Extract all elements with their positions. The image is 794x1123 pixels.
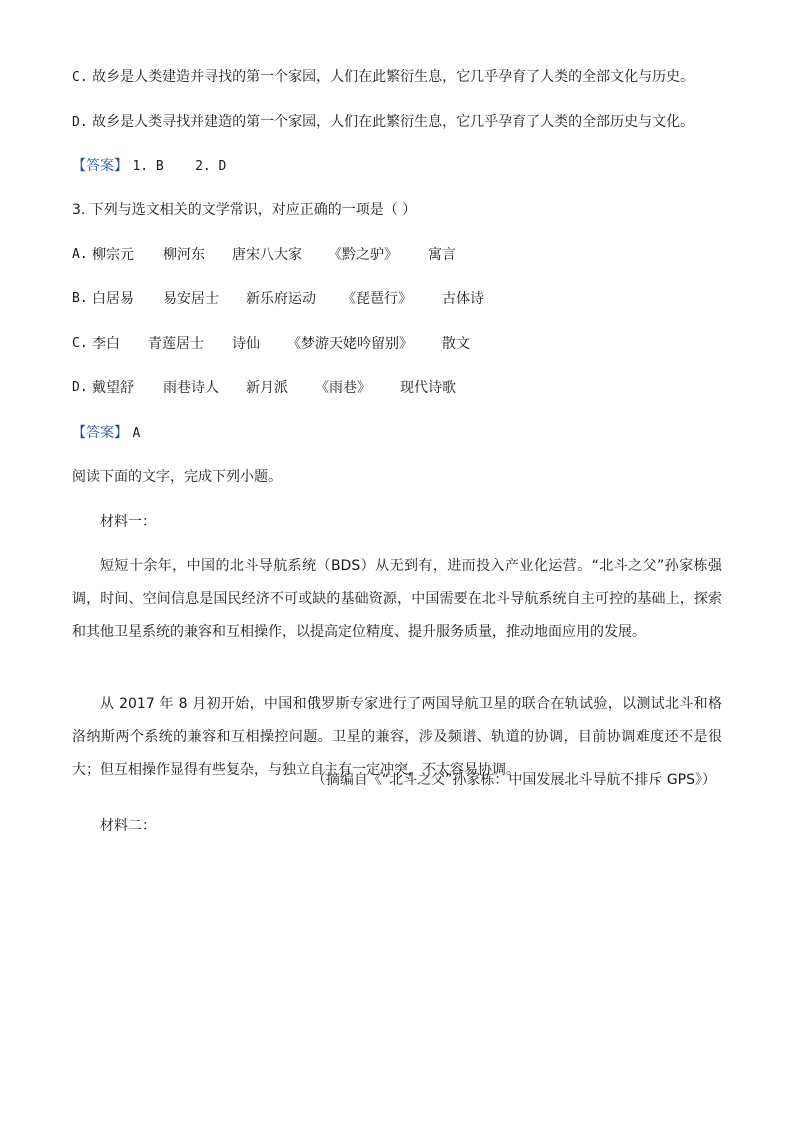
option-col-5: 古体诗: [442, 291, 484, 307]
option-text: 故乡是人类建造并寻找的第一个家园，人们在此繁衍生息，它几乎孕育了人类的全部文化与历史。: [92, 69, 695, 85]
material-1-paragraph-2: 从 2017 年 8 月初开始，中国和俄罗斯专家进行了两国导航卫星的联合在轨试验，以测试北斗和格洛纳斯两个系统的兼容和互相操控问题。卫星的兼容，涉及频谱、轨道的协调，目前协调难度还不是很大；但互相操作显得有些复杂，与独立自主有一定冲突，不太容易协调。: [72, 696, 722, 778]
answer-value: 1. B 2. D: [132, 159, 227, 174]
material-1-title: 材料一：: [100, 514, 156, 530]
source-citation: （摘编自《“北斗之父”孙家栋：中国发展北斗导航不排斥 GPS》）: [311, 772, 716, 788]
option-col-4: 《黔之驴》: [328, 247, 398, 263]
material-1-paragraph-1: 短短十余年，中国的北斗导航系统（BDS）从无到有，进而投入产业化运营。“北斗之父”孙家栋强调，时间、空间信息是国民经济不可或缺的基础资源，中国需要在北斗导航系统自主可控的基础上，探索和其他卫星系统的兼容和互相操作，以提高定位精度、提升服务质量，推动地面应用的发展。: [72, 558, 722, 640]
option-col-3: 新乐府运动: [246, 291, 316, 307]
option-col-2: 易安居士: [163, 291, 219, 307]
option-col-5: 现代诗歌: [400, 380, 456, 396]
option-col-4: 《雨巷》: [315, 380, 371, 396]
material-2-title: 材料二：: [100, 818, 156, 834]
option-letter: A.: [72, 247, 88, 262]
answer-tag: 【答案】: [72, 425, 128, 441]
option-letter: D.: [72, 380, 88, 395]
option-col-1: 白居易: [92, 291, 134, 307]
option-letter: B.: [72, 291, 88, 306]
option-col-2: 柳河东: [163, 247, 205, 263]
option-col-2: 雨巷诗人: [163, 380, 219, 396]
option-col-1: 柳宗元: [92, 247, 134, 263]
option-col-5: 散文: [442, 336, 470, 352]
option-col-2: 青莲居士: [148, 336, 204, 352]
option-col-1: 李白: [92, 336, 120, 352]
option-col-5: 寓言: [428, 247, 456, 263]
option-col-4: 《梦游天姥吟留别》: [287, 336, 413, 352]
answer-tag: 【答案】: [72, 158, 128, 174]
option-col-4: 《琵琶行》: [342, 291, 412, 307]
option-d-previous: [72, 112, 694, 133]
option-col-3: 诗仙: [232, 336, 260, 352]
option-letter: C.: [72, 70, 88, 85]
option-letter: C.: [72, 336, 88, 351]
option-col-1: 戴望舒: [92, 380, 134, 396]
answer-line-2: [72, 423, 140, 444]
option-c-previous: [72, 67, 694, 88]
option-col-3: 唐宋八大家: [232, 247, 302, 263]
reading-instruction: 阅读下面的文字，完成下列小题。: [72, 469, 282, 485]
option-col-3: 新月派: [246, 380, 288, 396]
option-letter: D.: [72, 115, 88, 130]
answer-value: A: [132, 426, 141, 441]
question-3-stem: 3. 下列与选文相关的文学常识，对应正确的一项是（ ）: [72, 202, 417, 218]
option-text: 故乡是人类寻找并建造的第一个家园，人们在此繁衍生息，它几乎孕育了人类的全部历史与文化。: [92, 114, 695, 130]
answer-line-1: [72, 156, 226, 177]
